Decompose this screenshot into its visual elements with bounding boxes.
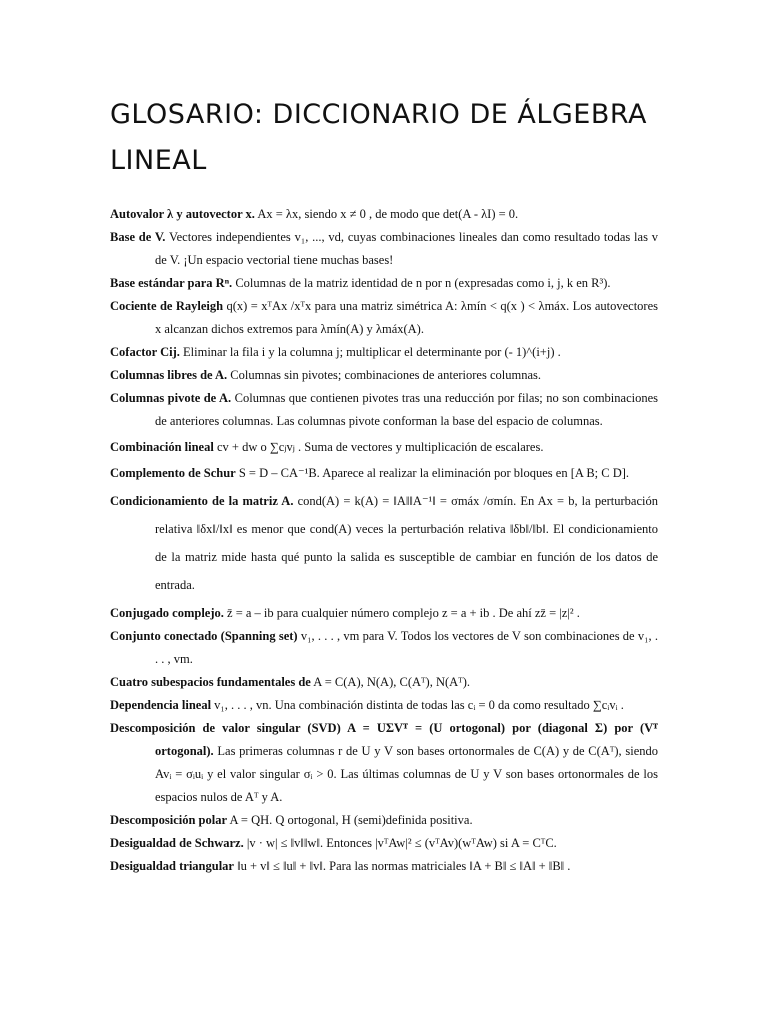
entry-definition: Columnas sin pivotes; combinaciones de anteriores columnas. bbox=[227, 368, 541, 382]
entry-definition: v₁, . . . , vn. Una combinación distinta de todas las cᵢ = 0 da como resultado ∑cᵢvᵢ . bbox=[211, 698, 624, 712]
entry-term: Conjunto conectado (Spanning set) bbox=[110, 629, 298, 643]
glossary-entry bbox=[110, 487, 658, 599]
entry-term: Cociente de Rayleigh bbox=[110, 299, 224, 313]
entry-definition: cv + dw o ∑cⱼvⱼ . Suma de vectores y multiplicación de escalares. bbox=[213, 440, 544, 454]
entry-definition: cond(A) = k(A) = ‖A‖‖A⁻¹‖ = σmáx /σmín. En Ax = b, la perturbación relativa ‖δx‖/‖x‖ es menor que cond(A) veces la perturbación relativa ‖δb‖/‖b‖. El condicionamiento de la matriz mide hasta qué punto la salida es susceptible de cambiar en función de los datos de entrada. bbox=[155, 494, 658, 592]
entry-definition: Las primeras columnas r de U y V son bases ortonormales de C(A) y de C(Aᵀ), siendo Avᵢ = σᵢuᵢ y el valor singular σᵢ > 0. Las últimas columnas de U y V son bases ortonormales de los espacios nulos de Aᵀ y A. bbox=[155, 744, 658, 804]
entry-definition: Eliminar la fila i y la columna j; multiplicar el determinante por (- 1)^(i+j) . bbox=[179, 345, 561, 359]
glossary-entry bbox=[110, 459, 658, 487]
entry-definition: Columnas que contienen pivotes tras una reducción por filas; no son combinaciones de anteriores columnas. Las columnas pivote conforman la base del espacio de columnas. bbox=[155, 391, 658, 428]
glossary-entry bbox=[110, 602, 658, 625]
glossary-list bbox=[110, 203, 658, 878]
glossary-entry bbox=[110, 295, 658, 341]
entry-term: Complemento de Schur bbox=[110, 466, 236, 480]
entry-definition: Vectores independientes v₁, ..., vd, cuyas combinaciones lineales dan como resultado todas las v de V. ¡Un espacio vectorial tiene muchas bases! bbox=[155, 230, 658, 267]
glossary-entry bbox=[110, 364, 658, 387]
entry-definition: Columnas de la matriz identidad de n por n (expresadas como i, j, k en R³). bbox=[232, 276, 611, 290]
entry-definition: A = QH. Q ortogonal, H (semi)definida positiva. bbox=[227, 813, 473, 827]
entry-term: Conjugado complejo. bbox=[110, 606, 224, 620]
entry-definition: v₁, . . . , vm para V. Todos los vectores de V son combinaciones de v₁, . . . , vm. bbox=[155, 629, 658, 666]
glossary-entry bbox=[110, 436, 658, 459]
entry-term: Cofactor Cij. bbox=[110, 345, 180, 359]
glossary-entry bbox=[110, 694, 658, 717]
glossary-entry bbox=[110, 387, 658, 433]
entry-definition: |v · w| ≤ ‖v‖‖w‖. Entonces |vᵀAw|² ≤ (vᵀAv)(wᵀAw) si A = CᵀC. bbox=[243, 836, 557, 850]
entry-term: Descomposición de valor singular (SVD) A = UΣVᵀ = (U ortogonal) por (diagonal Σ) por (Vᵀ ortogonal). bbox=[110, 721, 658, 758]
entry-definition: ‖u + v‖ ≤ ‖u‖ + ‖v‖. Para las normas matriciales ‖A + B‖ ≤ ‖A‖ + ‖B‖ . bbox=[233, 859, 571, 873]
glossary-entry bbox=[110, 855, 658, 878]
entry-term: Descomposición polar bbox=[110, 813, 228, 827]
glossary-entry bbox=[110, 203, 658, 226]
page-title: GLOSARIO: DICCIONARIO DE ÁLGEBRA LINEAL bbox=[110, 99, 648, 176]
entry-term: Condicionamiento de la matriz A. bbox=[110, 494, 294, 508]
entry-definition: Ax = λx, siendo x ≠ 0 , de modo que det(A - λI) = 0. bbox=[254, 207, 519, 221]
glossary-entry bbox=[110, 671, 658, 694]
entry-definition: S = D – CA⁻¹B. Aparece al realizar la eliminación por bloques en [A B; C D]. bbox=[235, 466, 630, 480]
entry-term: Autovalor λ y autovector x. bbox=[110, 207, 255, 221]
entry-term: Desigualdad de Schwarz. bbox=[110, 836, 244, 850]
entry-term: Combinación lineal bbox=[110, 440, 214, 454]
glossary-entry bbox=[110, 809, 658, 832]
glossary-entry bbox=[110, 226, 658, 272]
entry-term: Desigualdad triangular bbox=[110, 859, 234, 873]
entry-term: Base estándar para Rⁿ. bbox=[110, 276, 233, 290]
entry-term: Dependencia lineal bbox=[110, 698, 212, 712]
glossary-entry bbox=[110, 717, 658, 809]
entry-definition: q(x) = xᵀAx /xᵀx para una matriz simétrica A: λmín < q(x ) < λmáx. Los autovectores x alcanzan dichos extremos para λmín(A) y λmáx(A). bbox=[155, 299, 658, 336]
entry-term: Columnas libres de A. bbox=[110, 368, 228, 382]
glossary-entry bbox=[110, 625, 658, 671]
entry-term: Columnas pivote de A. bbox=[110, 391, 232, 405]
entry-definition: A = C(A), N(A), C(Aᵀ), N(Aᵀ). bbox=[310, 675, 470, 689]
glossary-entry bbox=[110, 272, 658, 295]
glossary-entry bbox=[110, 832, 658, 855]
entry-term: Cuatro subespacios fundamentales de bbox=[110, 675, 311, 689]
entry-term: Base de V. bbox=[110, 230, 166, 244]
entry-definition: z̄ = a – ib para cualquier número complejo z = a + ib . De ahí zz̄ = |z|² . bbox=[223, 606, 580, 620]
glossary-entry bbox=[110, 341, 658, 364]
